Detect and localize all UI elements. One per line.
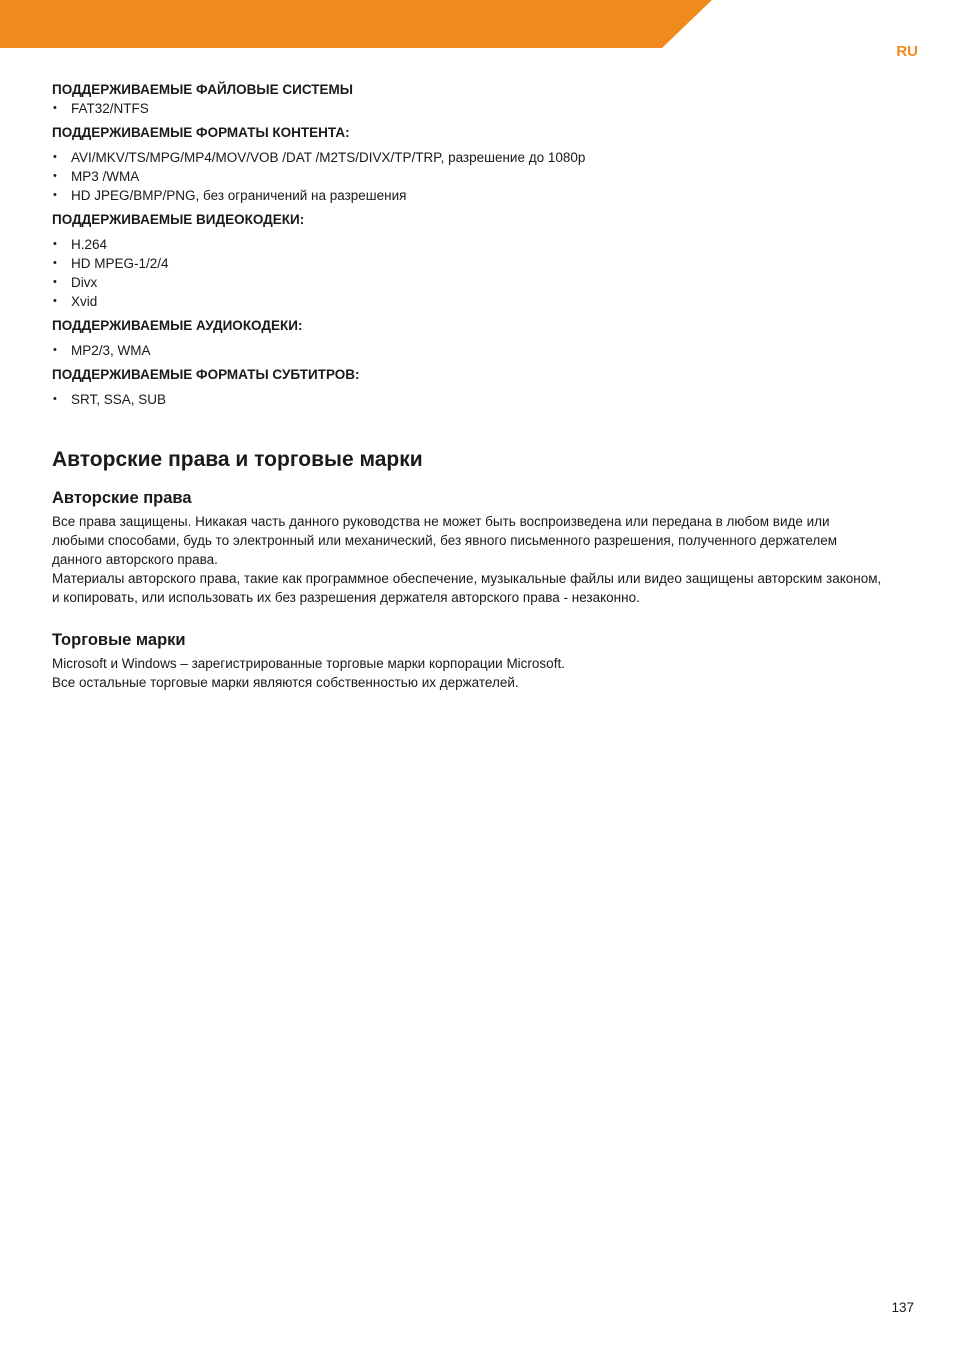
copyright-subheading: Авторские права <box>52 489 192 507</box>
trademarks-paragraph: Все остальные торговые марки являются собственностью их держателей. <box>52 675 519 690</box>
list-item: • MP3 /WMA <box>52 167 882 186</box>
list-item: • AVI/MKV/TS/MPG/MP4/MOV/VOB /DAT /M2TS/DIVX/TP/TRP, разрешение до 1080p <box>52 148 882 167</box>
spec-section-subtitle-formats <box>52 365 882 409</box>
list-item: • Divx <box>52 273 882 292</box>
spec-section-title: ПОДДЕРЖИВАЕМЫЕ ФОРМАТЫ КОНТЕНТА: <box>52 125 350 140</box>
spec-section-title: ПОДДЕРЖИВАЕМЫЕ ВИДЕОКОДЕКИ: <box>52 212 305 227</box>
copyright-paragraph: Все права защищены. Никакая часть данного руководства не может быть воспроизведена или передана в любом виде или любыми способами, будь то электронный или механический, без явного письменного разрешения, полученного держателем данного авторского права. <box>52 514 838 567</box>
page-number: 137 <box>891 1300 914 1315</box>
list-item: • HD MPEG-1/2/4 <box>52 254 882 273</box>
trademarks-subheading: Торговые марки <box>52 631 186 649</box>
spec-section-title: ПОДДЕРЖИВАЕМЫЕ ФОРМАТЫ СУБТИТРОВ: <box>52 367 360 382</box>
orange-header-banner <box>0 0 954 50</box>
list-item: • MP2/3, WMA <box>52 341 882 360</box>
spec-list <box>52 235 882 311</box>
spec-list <box>52 341 882 360</box>
list-item: • Xvid <box>52 292 882 311</box>
list-item: • H.264 <box>52 235 882 254</box>
spec-section-video-codecs <box>52 210 882 311</box>
spec-list <box>52 99 882 118</box>
page-content <box>52 80 882 692</box>
copyright-paragraph: Материалы авторского права, такие как программное обеспечение, музыкальные файлы или видео защищены авторским законом, и копировать, или использовать их без разрешения держателя авторского права - незаконно. <box>52 571 882 605</box>
list-item: • FAT32/NTFS <box>52 99 882 118</box>
list-item: • HD JPEG/BMP/PNG, без ограничений на разрешения <box>52 186 882 205</box>
list-item: • SRT, SSA, SUB <box>52 390 882 409</box>
language-badge: RU <box>896 43 918 60</box>
trademarks-paragraph: Microsoft и Windows – зарегистрированные торговые марки корпорации Microsoft. <box>52 656 565 671</box>
spec-section-audio-codecs <box>52 316 882 360</box>
spec-section-title: ПОДДЕРЖИВАЕМЫЕ АУДИОКОДЕКИ: <box>52 318 303 333</box>
spec-section-content-formats <box>52 123 882 205</box>
spec-list <box>52 148 882 205</box>
spec-list <box>52 390 882 409</box>
spec-section-filesystems <box>52 80 882 118</box>
copyright-trademarks-heading: Авторские права и торговые марки <box>52 448 423 471</box>
spec-section-title: ПОДДЕРЖИВАЕМЫЕ ФАЙЛОВЫЕ СИСТЕМЫ <box>52 82 353 97</box>
